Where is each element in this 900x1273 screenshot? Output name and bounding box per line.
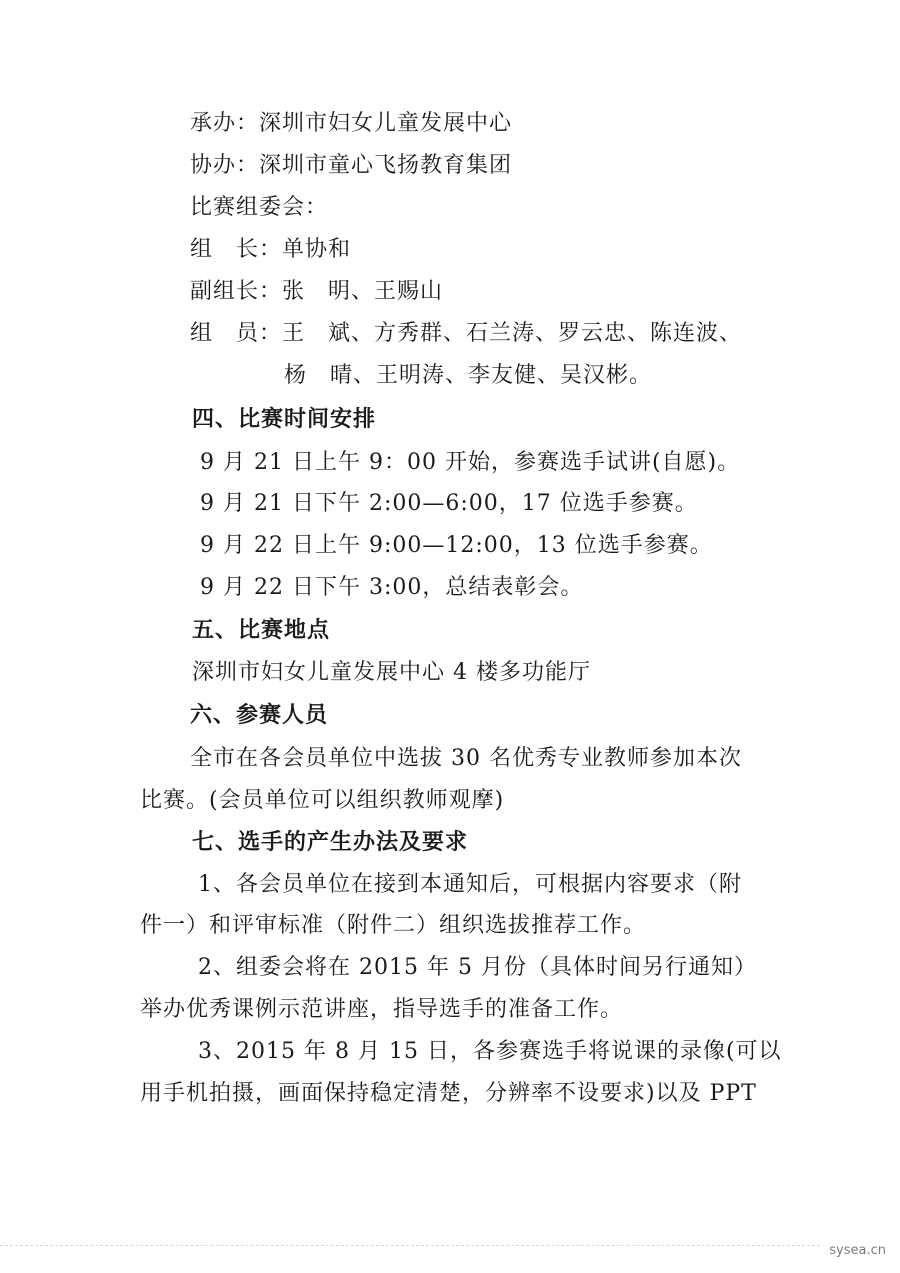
committee-title: 比赛组委会： [190, 195, 329, 220]
schedule-item: 9 月 21 日下午 2:00—6:00，17 位选手参赛。 [200, 491, 698, 516]
section7-heading: 七、选手的产生办法及要求 [192, 830, 469, 855]
committee-deputy: 副组长：张 明、王赐山 [190, 279, 444, 304]
section4-heading: 四、比赛时间安排 [192, 407, 377, 432]
participants-line1: 全市在各会员单位中选拔 30 名优秀专业教师参加本次 [190, 746, 742, 771]
requirement-3-line1: 3、2015 年 8 月 15 日，各参赛选手将说课的录像(可以 [198, 1039, 782, 1064]
section5-heading: 五、比赛地点 [192, 618, 331, 643]
requirement-2-line2: 举办优秀课例示范讲座，指导选手的准备工作。 [140, 997, 624, 1022]
participants-line2: 比赛。(会员单位可以组织教师观摩) [140, 788, 505, 813]
schedule-item: 9 月 22 日上午 9:00—12:00，13 位选手参赛。 [200, 533, 713, 558]
committee-members-line2: 杨 晴、王明涛、李友健、吴汉彬。 [284, 363, 653, 388]
page-bottom-divider [0, 1245, 820, 1246]
schedule-item: 9 月 21 日上午 9：00 开始，参赛选手试讲(自愿)。 [200, 450, 741, 475]
section6-heading: 六、参赛人员 [190, 703, 329, 728]
schedule-item: 9 月 22 日下午 3:00，总结表彰会。 [200, 575, 584, 600]
venue-text: 深圳市妇女儿童发展中心 4 楼多功能厅 [192, 660, 591, 685]
requirement-1-line1: 1、各会员单位在接到本通知后，可根据内容要求（附 [198, 872, 742, 897]
requirement-3-line2: 用手机拍摄，画面保持稳定清楚，分辨率不设要求)以及 PPT [140, 1081, 757, 1106]
host-organizer: 承办：深圳市妇女儿童发展中心 [190, 111, 513, 136]
site-watermark: sysea.cn [829, 1243, 886, 1258]
requirement-1-line2: 件一）和评审标准（附件二）组织选拔推荐工作。 [140, 913, 647, 938]
committee-leader: 组 长：单协和 [190, 237, 352, 262]
committee-members-line1: 组 员：王 斌、方秀群、石兰涛、罗云忠、陈连波、 [190, 321, 743, 346]
requirement-2-line1: 2、组委会将在 2015 年 5 月份（具体时间另行通知） [198, 955, 757, 980]
co-host-organizer: 协办：深圳市童心飞扬教育集团 [190, 153, 513, 178]
